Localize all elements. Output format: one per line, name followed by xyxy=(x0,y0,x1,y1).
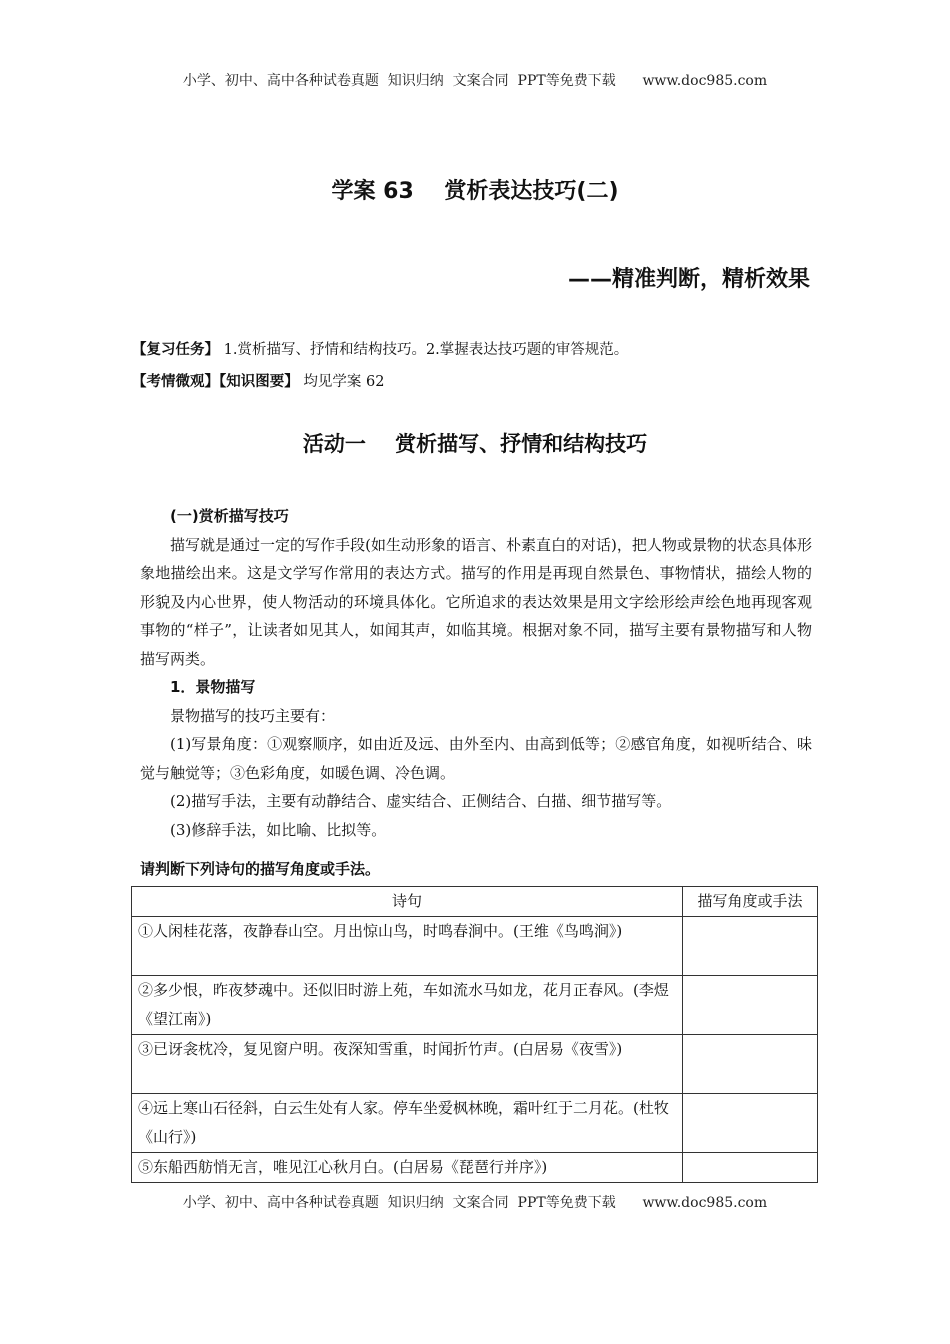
page-title: 学案 63 赏析表达技巧(二) xyxy=(331,179,619,204)
paragraph-description: 描写就是通过一定的写作手段(如生动形象的语言、朴素直白的对话)，把人物或景物的状态具体形象地描绘出来。这是文学写作常用的表达方式。描写的作用是再现自然景色、事物情状，描绘人物的形貌及内心世界，使人物活动的环境具体化。它所追求的表达效果是用文字绘形绘声绘色地再现客观事物的“样子”，让读者如见其人，如闻其声，如临其境。根据对象不同，描写主要有景物描写和人物描写两类。 xyxy=(140,535,812,668)
header-poem: 诗句 xyxy=(132,887,683,917)
table-caption: 请判断下列诗句的描写角度或手法。 xyxy=(140,860,381,878)
list-item: (1)写景角度：①观察顺序，如由近及远、由外至内、由高到低等；②感官角度，如视听结合、味觉与触觉等；③色彩角度，如暖色调、冷色调。 xyxy=(140,735,812,782)
poem-cell: ②多少恨，昨夜梦魂中。还似旧时游上苑，车如流水马如龙，花月正春风。(李煜《望江南》) xyxy=(132,976,683,1035)
table-row xyxy=(132,1094,818,1153)
poem-table xyxy=(131,886,818,1183)
table-row xyxy=(132,976,818,1035)
list-item: (3)修辞手法，如比喻、比拟等。 xyxy=(170,820,387,839)
exam-trend-line xyxy=(132,370,384,391)
page-header: 小学、初中、高中各种试卷真题 知识归纳 文案合同 PPT等免费下载 www.doc985.com xyxy=(182,73,768,89)
review-task-text: 1.赏析描写、抒情和结构技巧。2.掌握表达技巧题的审答规范。 xyxy=(219,342,629,358)
answer-cell[interactable] xyxy=(683,917,818,976)
body-text xyxy=(140,502,812,844)
exam-trend-tag: 【考情微观】【知识图要】 xyxy=(132,374,299,390)
table-row xyxy=(132,1035,818,1094)
section-title: 活动一 赏析描写、抒情和结构技巧 xyxy=(302,432,648,456)
poem-cell: ③已讶衾枕冷，复见窗户明。夜深知雪重，时闻折竹声。(白居易《夜雪》) xyxy=(132,1035,683,1094)
page-subtitle: ——精准判断，精析效果 xyxy=(567,267,810,292)
answer-cell[interactable] xyxy=(683,1094,818,1153)
review-task-line xyxy=(132,338,628,359)
answer-cell[interactable] xyxy=(683,976,818,1035)
table-header-row xyxy=(132,887,818,917)
page-footer: 小学、初中、高中各种试卷真题 知识归纳 文案合同 PPT等免费下载 www.doc985.com xyxy=(182,1195,768,1211)
sub-heading: (一)赏析描写技巧 xyxy=(170,507,289,525)
answer-cell[interactable] xyxy=(683,1153,818,1183)
header-technique: 描写角度或手法 xyxy=(683,887,818,917)
answer-cell[interactable] xyxy=(683,1035,818,1094)
list-item: (2)描写手法，主要有动静结合、虚实结合、正侧结合、白描、细节描写等。 xyxy=(170,792,672,810)
table-row xyxy=(132,1153,818,1183)
poem-cell: ⑤东船西舫悄无言，唯见江心秋月白。(白居易《琵琶行并序》) xyxy=(132,1153,683,1183)
review-task-tag: 【复习任务】 xyxy=(132,342,219,358)
poem-cell: ①人闲桂花落，夜静春山空。月出惊山鸟，时鸣春涧中。(王维《鸟鸣涧》) xyxy=(132,917,683,976)
table-row xyxy=(132,917,818,976)
exam-trend-text: 均见学案 62 xyxy=(298,374,385,390)
point-heading: 1．景物描写 xyxy=(170,678,256,696)
poem-cell: ④远上寒山石径斜，白云生处有人家。停车坐爱枫林晚，霜叶红于二月花。(杜牧《山行》) xyxy=(132,1094,683,1153)
paragraph-intro: 景物描写的技巧主要有： xyxy=(170,706,336,725)
